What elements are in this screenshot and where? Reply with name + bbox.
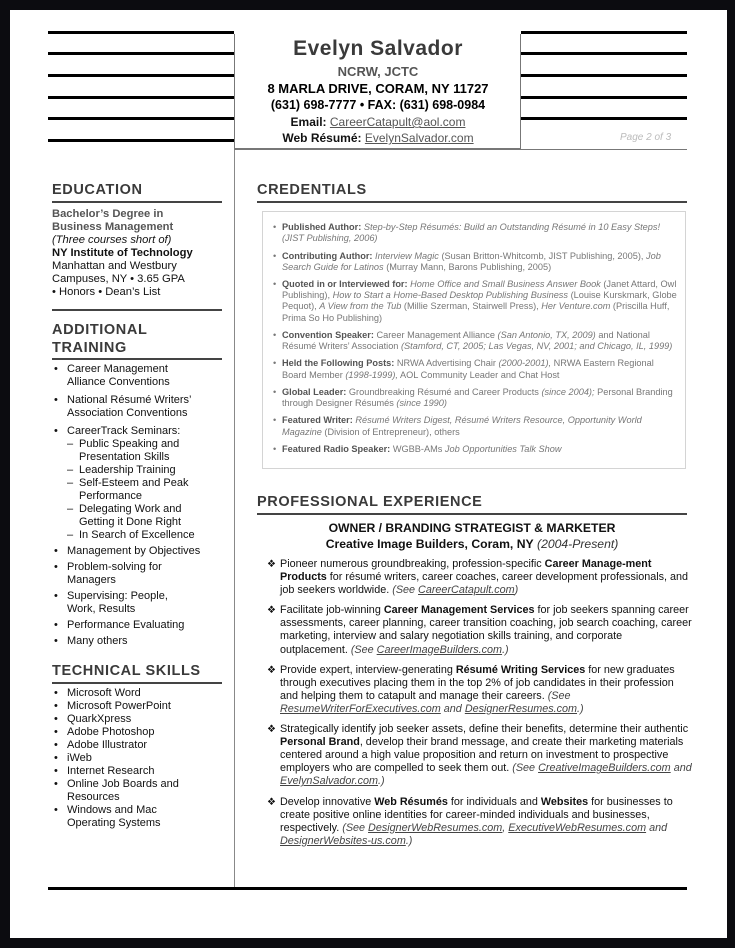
list-item: • iWeb [52, 752, 222, 765]
site-link[interactable]: ExecutiveWebResumes.com [508, 821, 647, 834]
list-item: • Internet Research [52, 765, 222, 778]
header-rule [48, 96, 234, 99]
training-list [52, 363, 222, 648]
candidate-web-line [235, 131, 521, 145]
header-rule [521, 52, 687, 55]
credentials-rule [257, 201, 687, 203]
job-company: Creative Image Builders, Coram, NY [325, 537, 534, 551]
list-item: • Career Management Alliance Conventions [52, 363, 222, 389]
diamond-bullet-icon: ❖ [267, 559, 276, 570]
candidate-credentials: NCRW, JCTC [337, 64, 419, 79]
credential-item: • Convention Speaker: Career Management Alliance (San Antonio, TX, 2009) and National Résumé Writers’ Association (Stamford, CT, 2005; Las Vegas, NV, 2001; and Chicago, IL, 1999) [273, 330, 677, 352]
training-title-line: TRAINING [52, 340, 127, 356]
experience-list [262, 558, 692, 855]
education-rule [52, 201, 222, 203]
diamond-bullet-icon: ❖ [267, 796, 276, 808]
header-rule [521, 74, 687, 77]
page-number: Page 2 of 3 [620, 132, 672, 143]
header-rule [521, 96, 687, 99]
site-link[interactable]: EvelynSalvador.com [280, 775, 379, 788]
list-item: • Microsoft PowerPoint [52, 700, 222, 713]
training-title-line: ADDITIONAL [52, 322, 148, 338]
site-link[interactable]: CareerImageBuilders.com [376, 643, 503, 656]
site-link[interactable]: ResumeWriterForExecutives.com [280, 702, 441, 715]
experience-item: ❖ Provide expert, interview-generating Résumé Writing Services for new graduates through executives placing them in the top 2% of job candidates in their profession and helping them to catapult and manage their careers. (See ResumeWriterForExecutives.com and DesignerResumes.com.) [267, 663, 675, 715]
credential-item: • Featured Writer: Résumé Writers Digest, Résumé Writers Resource, Opportunity World Magazine (Division of Entrepreneur), others [273, 415, 677, 437]
job-dates: (2004-Present) [537, 537, 619, 551]
degree-note: (Three courses short of) [52, 234, 172, 246]
campus-line: Campuses, NY • 3.65 GPA [52, 273, 185, 285]
header-rule [521, 117, 687, 120]
campus-line: Manhattan and Westbury [52, 260, 177, 272]
experience-item: ❖ Facilitate job-winning Career Management Services for job seekers spanning career assessments, career planning, career transition coaching, job search coaching, career marketing, interview and salary negotiation skills training, and corporate outplacement. (See CareerImageBuilders.com.) [267, 604, 692, 656]
list-item: • Many others [52, 635, 222, 648]
job-company-line [257, 537, 687, 551]
header-rule [48, 31, 234, 34]
credential-item: • Contributing Author: Interview Magic (Susan Britton-Whitcomb, JIST Publishing, 2005), Job Search Guide for Latinos (Murray Mann, Barons Publishing, 2005) [273, 251, 677, 273]
site-link[interactable]: CareerCatapult.com [418, 584, 515, 597]
experience-item: ❖ Pioneer numerous groundbreaking, profession-specific Career Manage-ment Products for résumé writers, career coaches, career development professionals, and job seekers worldwide. (See CareerCatapult.com) [267, 558, 689, 597]
list-item: – In Search of Excellence [52, 529, 222, 542]
list-item: • CareerTrack Seminars: [52, 425, 222, 438]
experience-item: ❖ Develop innovative Web Résumés for individuals and Websites for businesses to create positive online identities for career-minded individuals and businesses, respectively. (See DesignerWebResumes.com, ExecutiveWebResumes.com and DesignerWebsites-us.com.) [267, 795, 673, 847]
email-label: Email: [290, 115, 327, 129]
experience-rule [257, 513, 687, 515]
header-rule [48, 52, 234, 55]
education-block [52, 208, 222, 299]
header-rule [48, 74, 234, 77]
training-title [52, 321, 147, 357]
candidate-name: Evelyn Salvador [293, 37, 463, 60]
web-link[interactable]: EvelynSalvador.com [364, 131, 474, 145]
site-link[interactable]: CreativeImageBuilders.com [538, 762, 671, 775]
diamond-bullet-icon: ❖ [267, 605, 276, 617]
skills-title: TECHNICAL SKILLS [52, 663, 201, 679]
resume-page [10, 10, 727, 938]
header-underline [234, 149, 687, 150]
list-item: • Windows and Mac Operating Systems [52, 804, 222, 830]
list-item: • QuarkXpress [52, 713, 222, 726]
list-item: – Public Speaking and Presentation Skills [52, 438, 222, 464]
skills-list [52, 687, 222, 830]
list-item: • Online Job Boards and Resources [52, 778, 222, 804]
list-item: – Leadership Training [52, 464, 222, 477]
experience-item: ❖ Strategically identify job seeker assets, define their benefits, determine their authentic Personal Brand, develop their brand message, and create their marketing materials centered around a high value proposition and return on investment to prospective employers who are compelled to seek them out. (See CreativeImageBuilders.com and EvelynSalvador.com.) [267, 723, 692, 788]
credentials-title: CREDENTIALS [257, 182, 367, 198]
footer-rule [48, 887, 687, 890]
header-rule [521, 31, 687, 34]
skills-rule [52, 682, 222, 684]
site-link[interactable]: DesignerResumes.com [464, 702, 578, 715]
header-rule [48, 117, 234, 120]
web-label: Web Résumé: [282, 131, 362, 145]
degree-line: Business Management [52, 221, 174, 233]
training-rule [52, 358, 222, 360]
candidate-phone: (631) 698-7777 • FAX: (631) 698-0984 [270, 98, 486, 112]
email-link[interactable]: CareerCatapult@aol.com [329, 115, 466, 129]
experience-title: PROFESSIONAL EXPERIENCE [257, 494, 483, 510]
credential-item: • Global Leader: Groundbreaking Résumé and Career Products (since 2004); Personal Branding through Designer Résumés (since 1990) [273, 387, 677, 409]
education-title: EDUCATION [52, 182, 143, 198]
honors-line: • Honors • Dean’s List [52, 286, 161, 298]
list-item: • Adobe Illustrator [52, 739, 222, 752]
candidate-address: 8 MARLA DRIVE, CORAM, NY 11727 [267, 81, 489, 96]
credentials-box [262, 211, 686, 469]
list-item: • Performance Evaluating [52, 619, 222, 632]
job-role: OWNER / BRANDING STRATEGIST & MARKETER [328, 521, 616, 535]
diamond-bullet-icon: ❖ [267, 664, 276, 676]
credential-item: • Held the Following Posts: NRWA Advertising Chair (2000-2001), NRWA Eastern Regional Board Member (1998-1999), AOL Community Leader and Chat Host [273, 358, 677, 380]
list-item: • Microsoft Word [52, 687, 222, 700]
list-item: • National Résumé Writers’ Association Conventions [52, 394, 222, 420]
site-link[interactable]: DesignerWebsites-us.com [280, 834, 406, 847]
list-item: • Supervising: People, Work, Results [52, 590, 222, 616]
list-item: – Delegating Work and Getting it Done Right [52, 503, 222, 529]
education-bottom-rule [52, 309, 222, 311]
column-divider [234, 149, 235, 889]
list-item: – Self-Esteem and Peak Performance [52, 477, 222, 503]
list-item: • Adobe Photoshop [52, 726, 222, 739]
school-name: NY Institute of Technology [52, 247, 193, 259]
credential-item: • Featured Radio Speaker: WGBB-AMs Job Opportunities Talk Show [273, 444, 677, 455]
credential-item: • Published Author: Step-by-Step Résumés: Build an Outstanding Résumé in 10 Easy Steps! (JIST Publishing, 2006) [273, 222, 677, 244]
candidate-email-line [235, 115, 521, 129]
list-item: • Management by Objectives [52, 545, 222, 558]
header-rule [48, 139, 234, 142]
site-link[interactable]: DesignerWebResumes.com [368, 821, 503, 834]
degree-line: Bachelor’s Degree in [52, 208, 164, 220]
credential-item: • Quoted in or Interviewed for: Home Office and Small Business Answer Book (Janet Attard, Owl Publishing), How to Start a Home-Based Desktop Publishing Business (Louise Kurskmark, Globe Pequot), A View from the Tub (Millie Szerman, Stairwell Press), Her Venture.com (Priscilla Huff, Prima So Ho Publishing) [273, 279, 677, 324]
list-item: • Problem-solving for Managers [52, 561, 222, 587]
header-box [234, 34, 521, 149]
diamond-bullet-icon: ❖ [267, 724, 276, 736]
